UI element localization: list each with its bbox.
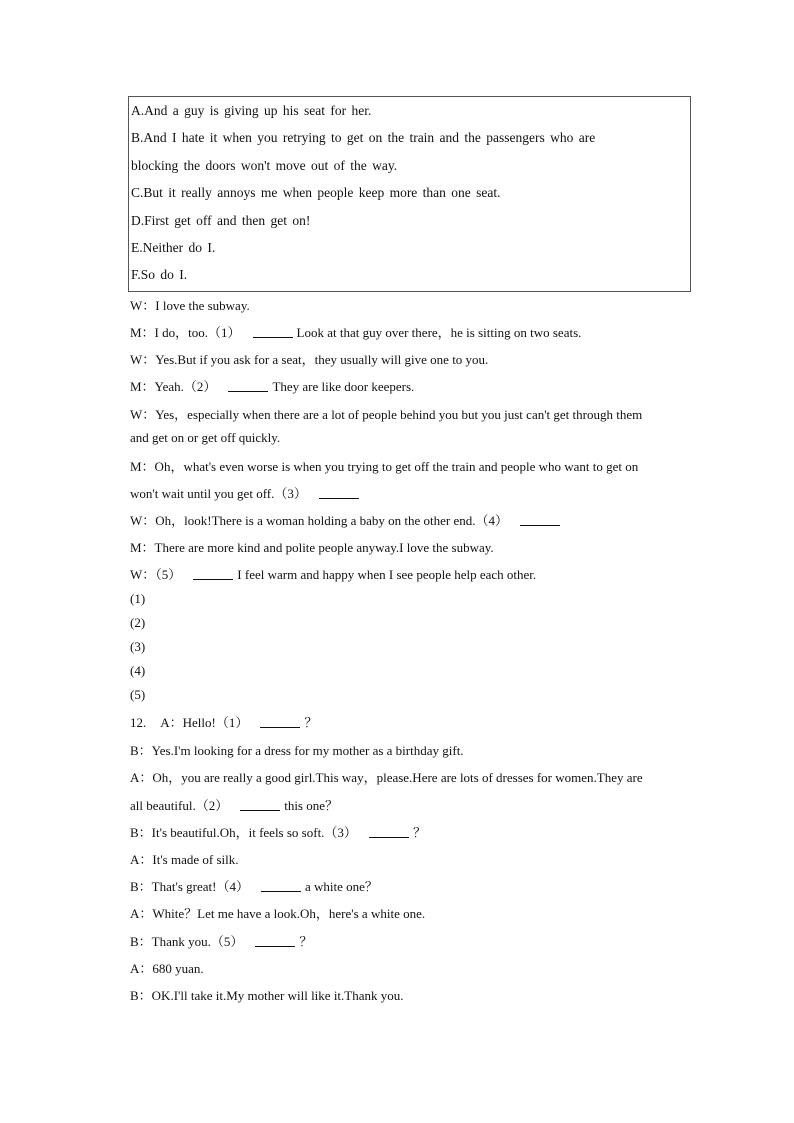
- option-d: D.First get off and then get on!: [131, 212, 311, 228]
- answer-line-4: (4): [130, 663, 146, 678]
- dialogue-line: M：Oh，what's even worse is when you trying to get off the train and people who want to get on: [130, 459, 639, 474]
- answer-line-3: (3): [130, 639, 146, 654]
- answer-blank-1[interactable]: [253, 336, 293, 338]
- dialogue-line: B：Thank you.（5） ？: [130, 934, 313, 949]
- dialogue-line: M：I do，too.（1） Look at that guy over there，he is sitting on two seats.: [130, 325, 582, 340]
- dialogue-line: A：It's made of silk.: [130, 852, 239, 867]
- dialogue-line: W：I love the subway.: [130, 298, 250, 313]
- option-c: C.But it really annoys me when people keep more than one seat.: [131, 185, 501, 201]
- dialogue-line: B：That's great!（4） a white one？: [130, 879, 378, 894]
- answer-line-5: (5): [130, 687, 146, 702]
- option-e: E.Neither do I.: [131, 239, 216, 255]
- dialogue-line: and get on or get off quickly.: [130, 430, 281, 445]
- answer-line-2: (2): [130, 615, 146, 630]
- dialogue-line: won't wait until you get off.（3）: [130, 483, 363, 502]
- question-number: 12.: [130, 715, 147, 730]
- q12-blank-3[interactable]: [369, 836, 409, 838]
- dialogue-line: M：Yeah.（2） They are like door keepers.: [130, 379, 415, 394]
- q12-blank-1[interactable]: [260, 726, 300, 728]
- dialogue-line: B：Yes.I'm looking for a dress for my mother as a birthday gift.: [130, 743, 464, 758]
- dialogue-line: W：Yes.But if you ask for a seat，they usually will give one to you.: [130, 352, 489, 367]
- dialogue-line: W：Yes，especially when there are a lot of people behind you but you just can't get through them: [130, 407, 643, 422]
- options-box: [128, 96, 691, 292]
- q12-blank-5[interactable]: [255, 945, 295, 947]
- dialogue-line: W：（5） I feel warm and happy when I see people help each other.: [130, 567, 537, 582]
- dialogue-line: W：Oh，look!There is a woman holding a baby on the other end.（4）: [130, 510, 564, 529]
- option-b-cont: blocking the doors won't move out of the way.: [131, 157, 398, 173]
- question-12-line: 12. A：Hello!（1） ？: [130, 715, 318, 730]
- dialogue-line: A：White？Let me have a look.Oh，here's a white one.: [130, 906, 426, 921]
- dialogue-line: B：It's beautiful.Oh，it feels so soft.（3） ？: [130, 825, 426, 840]
- q12-blank-2[interactable]: [240, 809, 280, 811]
- dialogue-line: all beautiful.（2） this one？: [130, 798, 339, 813]
- option-b: B.And I hate it when you retrying to get on the train and the passengers who are: [131, 130, 596, 146]
- dialogue-line: B：OK.I'll take it.My mother will like it.Thank you.: [130, 988, 404, 1003]
- answer-blank-4[interactable]: [520, 524, 560, 526]
- answer-blank-3[interactable]: [319, 497, 359, 499]
- q12-blank-4[interactable]: [261, 890, 301, 892]
- answer-blank-5[interactable]: [193, 578, 233, 580]
- dialogue-line: A：Oh，you are really a good girl.This way，please.Here are lots of dresses for women.They are: [130, 770, 643, 785]
- dialogue-line: M：There are more kind and polite people anyway.I love the subway.: [130, 540, 494, 555]
- option-f: F.So do I.: [131, 267, 188, 283]
- dialogue-line: A：680 yuan.: [130, 961, 204, 976]
- option-a: A.And a guy is giving up his seat for her.: [131, 103, 372, 118]
- answer-line-1: (1): [130, 591, 146, 606]
- answer-blank-2[interactable]: [228, 390, 268, 392]
